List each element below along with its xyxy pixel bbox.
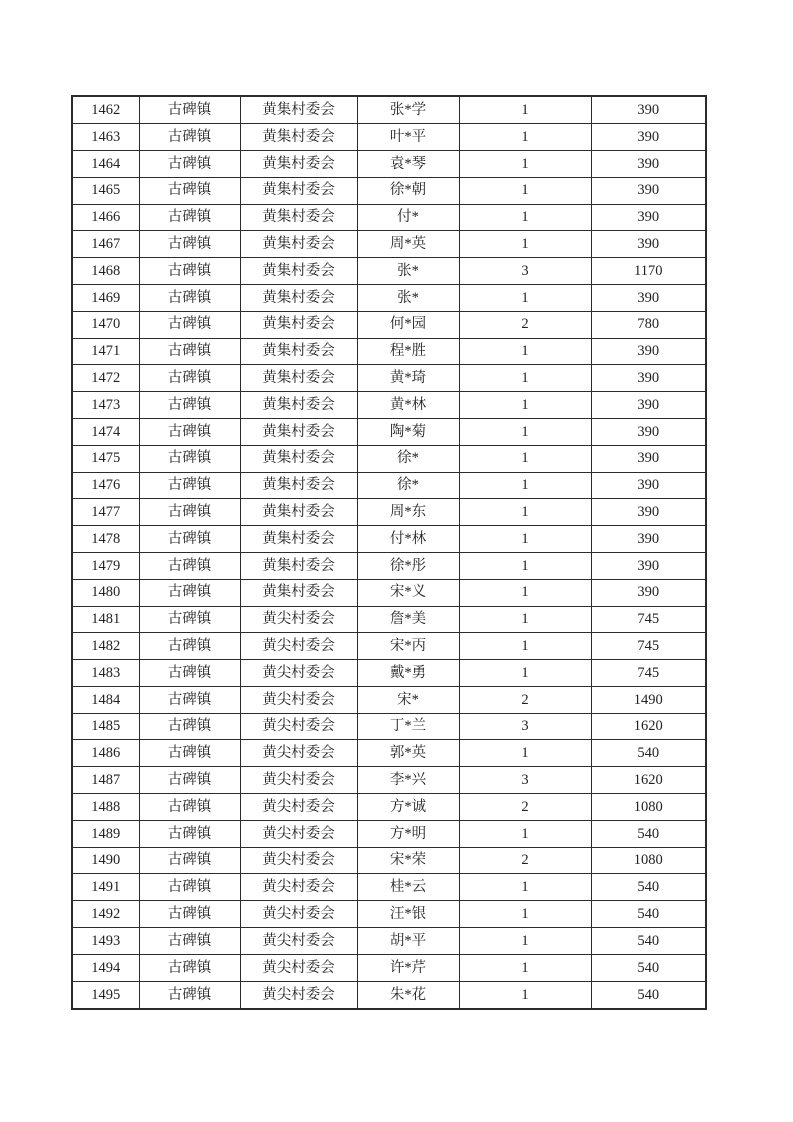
cell-town: 古碑镇 bbox=[139, 365, 240, 392]
cell-name: 方*诚 bbox=[357, 794, 459, 821]
cell-count: 2 bbox=[459, 311, 591, 338]
cell-village: 黄集村委会 bbox=[240, 311, 357, 338]
cell-serial: 1487 bbox=[72, 767, 139, 794]
cell-town: 古碑镇 bbox=[139, 901, 240, 928]
cell-town: 古碑镇 bbox=[139, 96, 240, 124]
cell-name: 陶*菊 bbox=[357, 418, 459, 445]
cell-town: 古碑镇 bbox=[139, 981, 240, 1009]
cell-serial: 1491 bbox=[72, 874, 139, 901]
cell-serial: 1481 bbox=[72, 606, 139, 633]
cell-amount: 390 bbox=[591, 472, 706, 499]
cell-amount: 390 bbox=[591, 284, 706, 311]
table-row bbox=[72, 177, 706, 204]
cell-amount: 540 bbox=[591, 874, 706, 901]
table-row bbox=[72, 124, 706, 151]
cell-count: 1 bbox=[459, 499, 591, 526]
cell-count: 2 bbox=[459, 794, 591, 821]
cell-village: 黄集村委会 bbox=[240, 579, 357, 606]
cell-amount: 390 bbox=[591, 231, 706, 258]
cell-serial: 1468 bbox=[72, 258, 139, 285]
cell-count: 1 bbox=[459, 472, 591, 499]
cell-village: 黄集村委会 bbox=[240, 418, 357, 445]
table-row bbox=[72, 231, 706, 258]
cell-serial: 1488 bbox=[72, 794, 139, 821]
cell-serial: 1463 bbox=[72, 124, 139, 151]
cell-name: 袁*琴 bbox=[357, 150, 459, 177]
cell-name: 詹*美 bbox=[357, 606, 459, 633]
table-row bbox=[72, 365, 706, 392]
cell-town: 古碑镇 bbox=[139, 445, 240, 472]
cell-town: 古碑镇 bbox=[139, 954, 240, 981]
cell-serial: 1474 bbox=[72, 418, 139, 445]
cell-name: 朱*花 bbox=[357, 981, 459, 1009]
cell-name: 徐*朝 bbox=[357, 177, 459, 204]
cell-amount: 780 bbox=[591, 311, 706, 338]
cell-serial: 1490 bbox=[72, 847, 139, 874]
cell-amount: 745 bbox=[591, 633, 706, 660]
cell-serial: 1464 bbox=[72, 150, 139, 177]
cell-amount: 1080 bbox=[591, 847, 706, 874]
cell-village: 黄集村委会 bbox=[240, 124, 357, 151]
cell-count: 1 bbox=[459, 874, 591, 901]
cell-town: 古碑镇 bbox=[139, 311, 240, 338]
cell-village: 黄集村委会 bbox=[240, 204, 357, 231]
cell-village: 黄集村委会 bbox=[240, 177, 357, 204]
cell-count: 1 bbox=[459, 204, 591, 231]
cell-name: 宋* bbox=[357, 686, 459, 713]
cell-town: 古碑镇 bbox=[139, 284, 240, 311]
cell-village: 黄尖村委会 bbox=[240, 660, 357, 687]
cell-town: 古碑镇 bbox=[139, 633, 240, 660]
cell-town: 古碑镇 bbox=[139, 472, 240, 499]
cell-village: 黄尖村委会 bbox=[240, 740, 357, 767]
cell-name: 戴*勇 bbox=[357, 660, 459, 687]
cell-village: 黄尖村委会 bbox=[240, 633, 357, 660]
cell-serial: 1473 bbox=[72, 392, 139, 419]
cell-count: 2 bbox=[459, 686, 591, 713]
table-row bbox=[72, 579, 706, 606]
cell-town: 古碑镇 bbox=[139, 874, 240, 901]
cell-name: 宋*荣 bbox=[357, 847, 459, 874]
cell-town: 古碑镇 bbox=[139, 392, 240, 419]
cell-village: 黄尖村委会 bbox=[240, 847, 357, 874]
cell-amount: 390 bbox=[591, 579, 706, 606]
cell-village: 黄尖村委会 bbox=[240, 606, 357, 633]
table-row bbox=[72, 767, 706, 794]
table-row bbox=[72, 847, 706, 874]
cell-name: 许*芹 bbox=[357, 954, 459, 981]
cell-town: 古碑镇 bbox=[139, 820, 240, 847]
cell-serial: 1486 bbox=[72, 740, 139, 767]
cell-name: 叶*平 bbox=[357, 124, 459, 151]
cell-name: 徐* bbox=[357, 472, 459, 499]
cell-count: 2 bbox=[459, 847, 591, 874]
cell-amount: 390 bbox=[591, 418, 706, 445]
cell-amount: 390 bbox=[591, 365, 706, 392]
cell-town: 古碑镇 bbox=[139, 686, 240, 713]
cell-town: 古碑镇 bbox=[139, 124, 240, 151]
cell-count: 1 bbox=[459, 231, 591, 258]
table-row bbox=[72, 418, 706, 445]
cell-count: 1 bbox=[459, 633, 591, 660]
cell-amount: 1080 bbox=[591, 794, 706, 821]
cell-amount: 390 bbox=[591, 96, 706, 124]
cell-count: 1 bbox=[459, 124, 591, 151]
cell-name: 张*学 bbox=[357, 96, 459, 124]
cell-village: 黄集村委会 bbox=[240, 338, 357, 365]
cell-name: 李*兴 bbox=[357, 767, 459, 794]
cell-count: 1 bbox=[459, 606, 591, 633]
cell-village: 黄集村委会 bbox=[240, 150, 357, 177]
cell-count: 1 bbox=[459, 820, 591, 847]
cell-serial: 1483 bbox=[72, 660, 139, 687]
table-body bbox=[72, 96, 706, 1009]
cell-serial: 1492 bbox=[72, 901, 139, 928]
cell-village: 黄集村委会 bbox=[240, 445, 357, 472]
cell-town: 古碑镇 bbox=[139, 928, 240, 955]
cell-name: 方*明 bbox=[357, 820, 459, 847]
cell-name: 何*园 bbox=[357, 311, 459, 338]
cell-serial: 1475 bbox=[72, 445, 139, 472]
cell-amount: 1620 bbox=[591, 713, 706, 740]
cell-serial: 1472 bbox=[72, 365, 139, 392]
table-row bbox=[72, 901, 706, 928]
cell-amount: 540 bbox=[591, 820, 706, 847]
cell-name: 宋*丙 bbox=[357, 633, 459, 660]
cell-town: 古碑镇 bbox=[139, 526, 240, 553]
table-row bbox=[72, 686, 706, 713]
cell-serial: 1495 bbox=[72, 981, 139, 1009]
cell-name: 付*林 bbox=[357, 526, 459, 553]
cell-amount: 540 bbox=[591, 928, 706, 955]
cell-name: 张* bbox=[357, 284, 459, 311]
table-row bbox=[72, 499, 706, 526]
cell-village: 黄集村委会 bbox=[240, 472, 357, 499]
cell-amount: 540 bbox=[591, 740, 706, 767]
cell-count: 1 bbox=[459, 660, 591, 687]
cell-count: 1 bbox=[459, 284, 591, 311]
cell-serial: 1485 bbox=[72, 713, 139, 740]
cell-name: 黄*林 bbox=[357, 392, 459, 419]
cell-serial: 1470 bbox=[72, 311, 139, 338]
cell-name: 汪*银 bbox=[357, 901, 459, 928]
cell-amount: 390 bbox=[591, 499, 706, 526]
cell-count: 1 bbox=[459, 177, 591, 204]
table-row bbox=[72, 794, 706, 821]
cell-village: 黄尖村委会 bbox=[240, 874, 357, 901]
cell-name: 张* bbox=[357, 258, 459, 285]
cell-village: 黄尖村委会 bbox=[240, 767, 357, 794]
table-row bbox=[72, 740, 706, 767]
cell-count: 3 bbox=[459, 767, 591, 794]
cell-town: 古碑镇 bbox=[139, 713, 240, 740]
cell-town: 古碑镇 bbox=[139, 150, 240, 177]
cell-village: 黄尖村委会 bbox=[240, 820, 357, 847]
cell-amount: 540 bbox=[591, 954, 706, 981]
cell-name: 程*胜 bbox=[357, 338, 459, 365]
cell-count: 1 bbox=[459, 901, 591, 928]
cell-count: 1 bbox=[459, 150, 591, 177]
table-row bbox=[72, 392, 706, 419]
cell-village: 黄尖村委会 bbox=[240, 794, 357, 821]
cell-village: 黄尖村委会 bbox=[240, 928, 357, 955]
cell-amount: 390 bbox=[591, 552, 706, 579]
table-row bbox=[72, 258, 706, 285]
cell-village: 黄尖村委会 bbox=[240, 981, 357, 1009]
cell-serial: 1482 bbox=[72, 633, 139, 660]
cell-amount: 390 bbox=[591, 445, 706, 472]
cell-serial: 1476 bbox=[72, 472, 139, 499]
cell-village: 黄集村委会 bbox=[240, 365, 357, 392]
cell-village: 黄集村委会 bbox=[240, 96, 357, 124]
cell-village: 黄集村委会 bbox=[240, 284, 357, 311]
cell-village: 黄尖村委会 bbox=[240, 713, 357, 740]
cell-amount: 1170 bbox=[591, 258, 706, 285]
table-row bbox=[72, 284, 706, 311]
cell-village: 黄尖村委会 bbox=[240, 901, 357, 928]
table-row bbox=[72, 526, 706, 553]
cell-town: 古碑镇 bbox=[139, 552, 240, 579]
table-row bbox=[72, 954, 706, 981]
cell-town: 古碑镇 bbox=[139, 579, 240, 606]
cell-amount: 1620 bbox=[591, 767, 706, 794]
cell-village: 黄尖村委会 bbox=[240, 686, 357, 713]
cell-name: 丁*兰 bbox=[357, 713, 459, 740]
table-row bbox=[72, 713, 706, 740]
cell-amount: 390 bbox=[591, 204, 706, 231]
cell-town: 古碑镇 bbox=[139, 606, 240, 633]
cell-name: 周*英 bbox=[357, 231, 459, 258]
cell-name: 宋*义 bbox=[357, 579, 459, 606]
cell-town: 古碑镇 bbox=[139, 177, 240, 204]
cell-village: 黄集村委会 bbox=[240, 258, 357, 285]
cell-town: 古碑镇 bbox=[139, 231, 240, 258]
cell-count: 3 bbox=[459, 258, 591, 285]
cell-serial: 1462 bbox=[72, 96, 139, 124]
table-row bbox=[72, 472, 706, 499]
cell-count: 1 bbox=[459, 365, 591, 392]
table-row bbox=[72, 874, 706, 901]
cell-amount: 390 bbox=[591, 124, 706, 151]
cell-name: 胡*平 bbox=[357, 928, 459, 955]
cell-serial: 1466 bbox=[72, 204, 139, 231]
cell-count: 1 bbox=[459, 338, 591, 365]
cell-amount: 540 bbox=[591, 901, 706, 928]
table-row bbox=[72, 606, 706, 633]
cell-village: 黄集村委会 bbox=[240, 499, 357, 526]
cell-town: 古碑镇 bbox=[139, 660, 240, 687]
cell-serial: 1477 bbox=[72, 499, 139, 526]
cell-town: 古碑镇 bbox=[139, 418, 240, 445]
table-row bbox=[72, 820, 706, 847]
data-table bbox=[71, 95, 707, 1010]
cell-village: 黄集村委会 bbox=[240, 526, 357, 553]
cell-count: 1 bbox=[459, 928, 591, 955]
cell-serial: 1494 bbox=[72, 954, 139, 981]
table-row bbox=[72, 660, 706, 687]
cell-name: 周*东 bbox=[357, 499, 459, 526]
cell-name: 桂*云 bbox=[357, 874, 459, 901]
cell-serial: 1467 bbox=[72, 231, 139, 258]
cell-amount: 1490 bbox=[591, 686, 706, 713]
cell-amount: 390 bbox=[591, 526, 706, 553]
cell-serial: 1479 bbox=[72, 552, 139, 579]
cell-count: 1 bbox=[459, 418, 591, 445]
cell-town: 古碑镇 bbox=[139, 338, 240, 365]
table-row bbox=[72, 96, 706, 124]
cell-count: 1 bbox=[459, 96, 591, 124]
table-row bbox=[72, 928, 706, 955]
cell-town: 古碑镇 bbox=[139, 767, 240, 794]
cell-town: 古碑镇 bbox=[139, 204, 240, 231]
cell-town: 古碑镇 bbox=[139, 847, 240, 874]
cell-name: 徐* bbox=[357, 445, 459, 472]
cell-village: 黄集村委会 bbox=[240, 392, 357, 419]
cell-amount: 745 bbox=[591, 660, 706, 687]
cell-count: 1 bbox=[459, 954, 591, 981]
cell-serial: 1469 bbox=[72, 284, 139, 311]
table-row bbox=[72, 633, 706, 660]
cell-count: 1 bbox=[459, 445, 591, 472]
cell-serial: 1484 bbox=[72, 686, 139, 713]
cell-count: 1 bbox=[459, 552, 591, 579]
cell-name: 徐*彤 bbox=[357, 552, 459, 579]
cell-serial: 1480 bbox=[72, 579, 139, 606]
cell-amount: 390 bbox=[591, 150, 706, 177]
cell-serial: 1478 bbox=[72, 526, 139, 553]
cell-count: 3 bbox=[459, 713, 591, 740]
cell-village: 黄尖村委会 bbox=[240, 954, 357, 981]
cell-town: 古碑镇 bbox=[139, 794, 240, 821]
cell-count: 1 bbox=[459, 740, 591, 767]
cell-town: 古碑镇 bbox=[139, 499, 240, 526]
cell-village: 黄集村委会 bbox=[240, 231, 357, 258]
table-row bbox=[72, 552, 706, 579]
cell-name: 黄*琦 bbox=[357, 365, 459, 392]
cell-count: 1 bbox=[459, 981, 591, 1009]
cell-amount: 390 bbox=[591, 392, 706, 419]
cell-serial: 1493 bbox=[72, 928, 139, 955]
table-row bbox=[72, 445, 706, 472]
cell-serial: 1465 bbox=[72, 177, 139, 204]
cell-name: 郭*英 bbox=[357, 740, 459, 767]
cell-count: 1 bbox=[459, 526, 591, 553]
cell-village: 黄集村委会 bbox=[240, 552, 357, 579]
cell-count: 1 bbox=[459, 392, 591, 419]
cell-amount: 540 bbox=[591, 981, 706, 1009]
table-row bbox=[72, 150, 706, 177]
cell-serial: 1489 bbox=[72, 820, 139, 847]
cell-amount: 390 bbox=[591, 338, 706, 365]
cell-town: 古碑镇 bbox=[139, 258, 240, 285]
table-row bbox=[72, 311, 706, 338]
cell-count: 1 bbox=[459, 579, 591, 606]
table-row bbox=[72, 204, 706, 231]
cell-town: 古碑镇 bbox=[139, 740, 240, 767]
cell-amount: 745 bbox=[591, 606, 706, 633]
table-row bbox=[72, 338, 706, 365]
cell-serial: 1471 bbox=[72, 338, 139, 365]
cell-amount: 390 bbox=[591, 177, 706, 204]
cell-name: 付* bbox=[357, 204, 459, 231]
table-row bbox=[72, 981, 706, 1009]
